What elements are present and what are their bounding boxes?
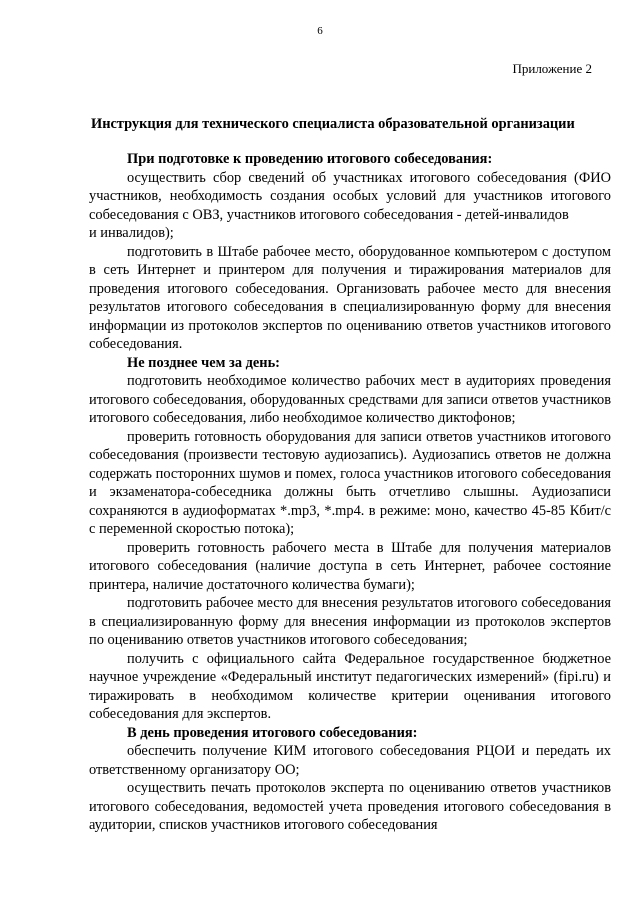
paragraph: осуществить печать протоколов эксперта по оцениванию ответов участников итогового собеседования, ведомостей учета проведения итогового собеседования в аудитории, списков участников итогового собеседования xyxy=(89,780,611,833)
document-body xyxy=(89,150,611,835)
appendix-label: Приложение 2 xyxy=(512,61,592,76)
paragraph: осуществить сбор сведений об участниках итогового собеседования (ФИО участников, необходимость создания особых условий для участников итогового собеседования с ОВЗ, участников итогового собеседования - детей-инвалидов xyxy=(89,169,611,223)
paragraph: подготовить необходимое количество рабочих мест в аудиториях проведения итогового собеседования, оборудованных средствами для записи ответов участников итогового собеседования, либо необходимое количество диктофонов; xyxy=(89,373,611,426)
paragraph: получить с официального сайта Федеральное государственное бюджетное научное учреждение «Федеральный институт педагогических измерений» (fipi.ru) и тиражировать в необходимом количестве критерии оценивания итогового собеседования для экспертов. xyxy=(89,650,611,722)
section-heading: При подготовке к проведению итогового собеседования: xyxy=(127,151,493,167)
paragraph: обеспечить получение КИМ итогового собеседования РЦОИ и передать их ответственному организатору ОО; xyxy=(89,743,611,778)
paragraph: проверить готовность оборудования для записи ответов участников итогового собеседования (произвести тестовую аудиозапись). Аудиозапись ответов не должна содержать посторонних шумов и помех, голоса участников итогового собеседования и экзаменатора-собеседника должны быть отчетливо слышны. Аудиозаписи сохраняются в аудиоформатах *.mp3, *.mp4. в режиме: моно, качество 45-85 Кбит/с с переменной скоростью потока); xyxy=(89,428,611,537)
paragraph: подготовить рабочее место для внесения результатов итогового собеседования в специализированную форму для внесения информации из протоколов экспертов по оцениванию ответов участников итогового собеседования; xyxy=(89,595,611,648)
page-number: 6 xyxy=(317,25,323,37)
section-heading: В день проведения итогового собеседования: xyxy=(127,724,418,741)
paragraph: проверить готовность рабочего места в Штабе для получения материалов итогового собеседования (наличие доступа в сеть Интернет, рабочее состояние принтера, наличие достаточного количества бумаги); xyxy=(89,539,611,593)
section-heading: Не позднее чем за день: xyxy=(127,354,280,371)
document-title: Инструкция для технического специалиста образовательной организации xyxy=(91,116,575,132)
paragraph: подготовить в Штабе рабочее место, оборудованное компьютером с доступом в сеть Интернет и принтером для получения и тиражирования материалов для проведения итогового собеседования. Организовать рабочее место для внесения результатов итогового собеседования в специализированную форму для внесения информации из протоколов экспертов по оцениванию ответов участников итогового собеседования. xyxy=(89,243,611,352)
paragraph-continuation: и инвалидов); xyxy=(89,225,174,241)
